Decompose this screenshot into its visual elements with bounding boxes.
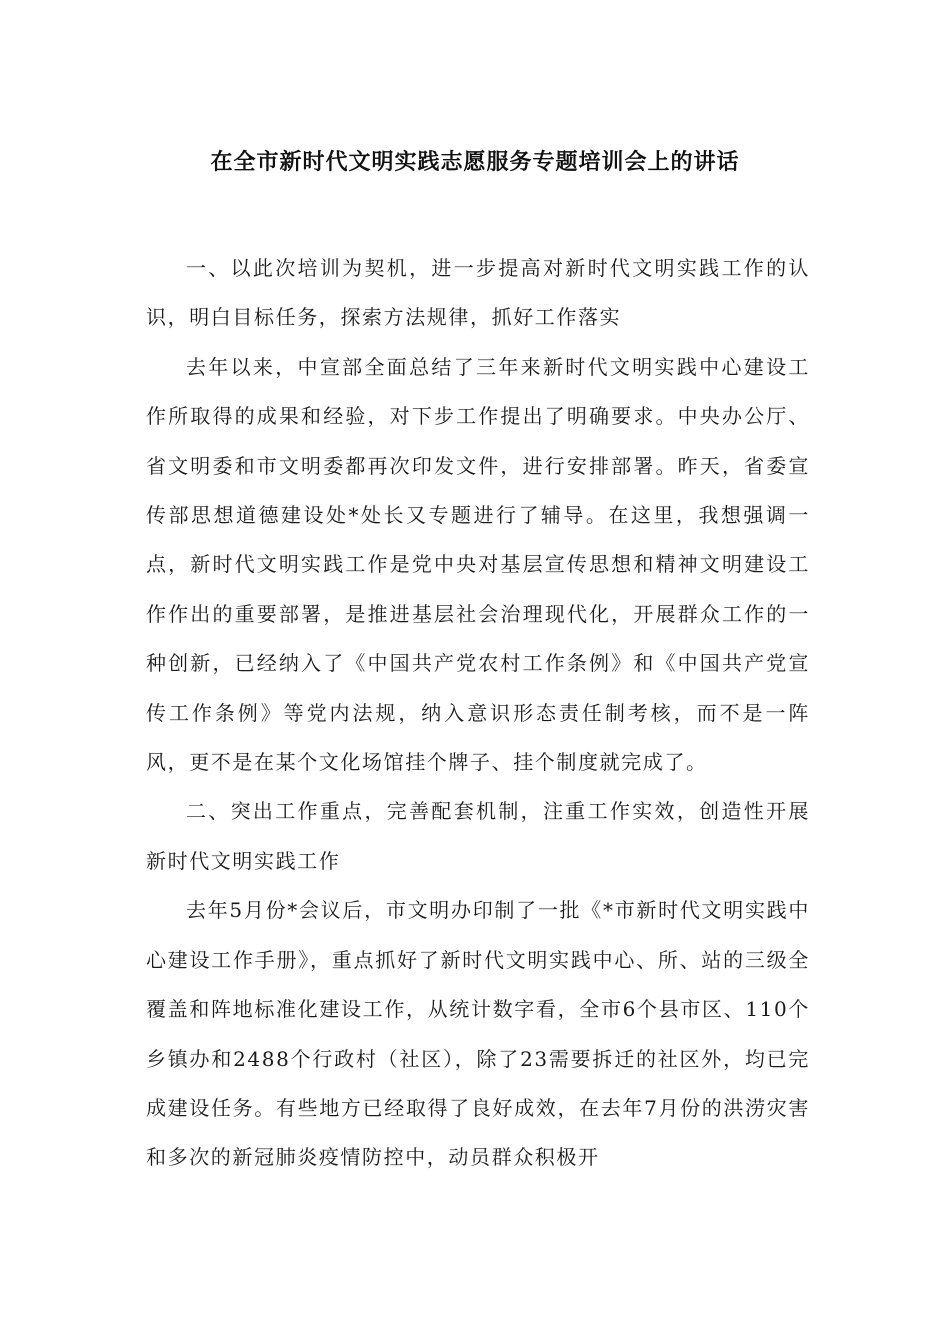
- paragraph-1: 去年以来，中宣部全面总结了三年来新时代文明实践中心建设工作所取得的成果和经验，对下步工作提出了明确要求。中央办公厅、省文明委和市文明委都再次印发文件，进行安排部署。昨天，省委宣传部思想道德建设处*处长又专题进行了辅导。在这里，我想强调一点，新时代文明实践工作是党中央对基层宣传思想和精神文明建设工作作出的重要部署，是推进基层社会治理现代化，开展群众工作的一种创新，已经纳入了《中国共产党农村工作条例》和《中国共产党宣传工作条例》等党内法规，纳入意识形态责任制考核，而不是一阵风，更不是在某个文化场馆挂个牌子、挂个制度就完成了。: [146, 354, 810, 775]
- section-heading-2: 二、突出工作重点，完善配套机制，注重工作实效，创造性开展新时代文明实践工作: [146, 799, 810, 873]
- document-body: [146, 244, 810, 1183]
- paragraph-2: 去年5月份*会议后，市文明办印制了一批《*市新时代文明实践中心建设工作手册》，重点抓好了新时代文明实践中心、所、站的三级全覆盖和阵地标准化建设工作，从统计数字看，全市6个县市区、110个乡镇办和2488个行政村（社区），除了23需要拆迁的社区外，均已完成建设任务。有些地方已经取得了良好成效，在去年7月份的洪涝灾害和多次的新冠肺炎疫情防控中，动员群众积极开: [146, 898, 810, 1170]
- document-title: 在全市新时代文明实践志愿服务专题培训会上的讲话: [210, 149, 740, 175]
- section-heading-1: 一、以此次培训为契机，进一步提高对新时代文明实践工作的认识，明白目标任务，探索方法规律，抓好工作落实: [146, 256, 810, 330]
